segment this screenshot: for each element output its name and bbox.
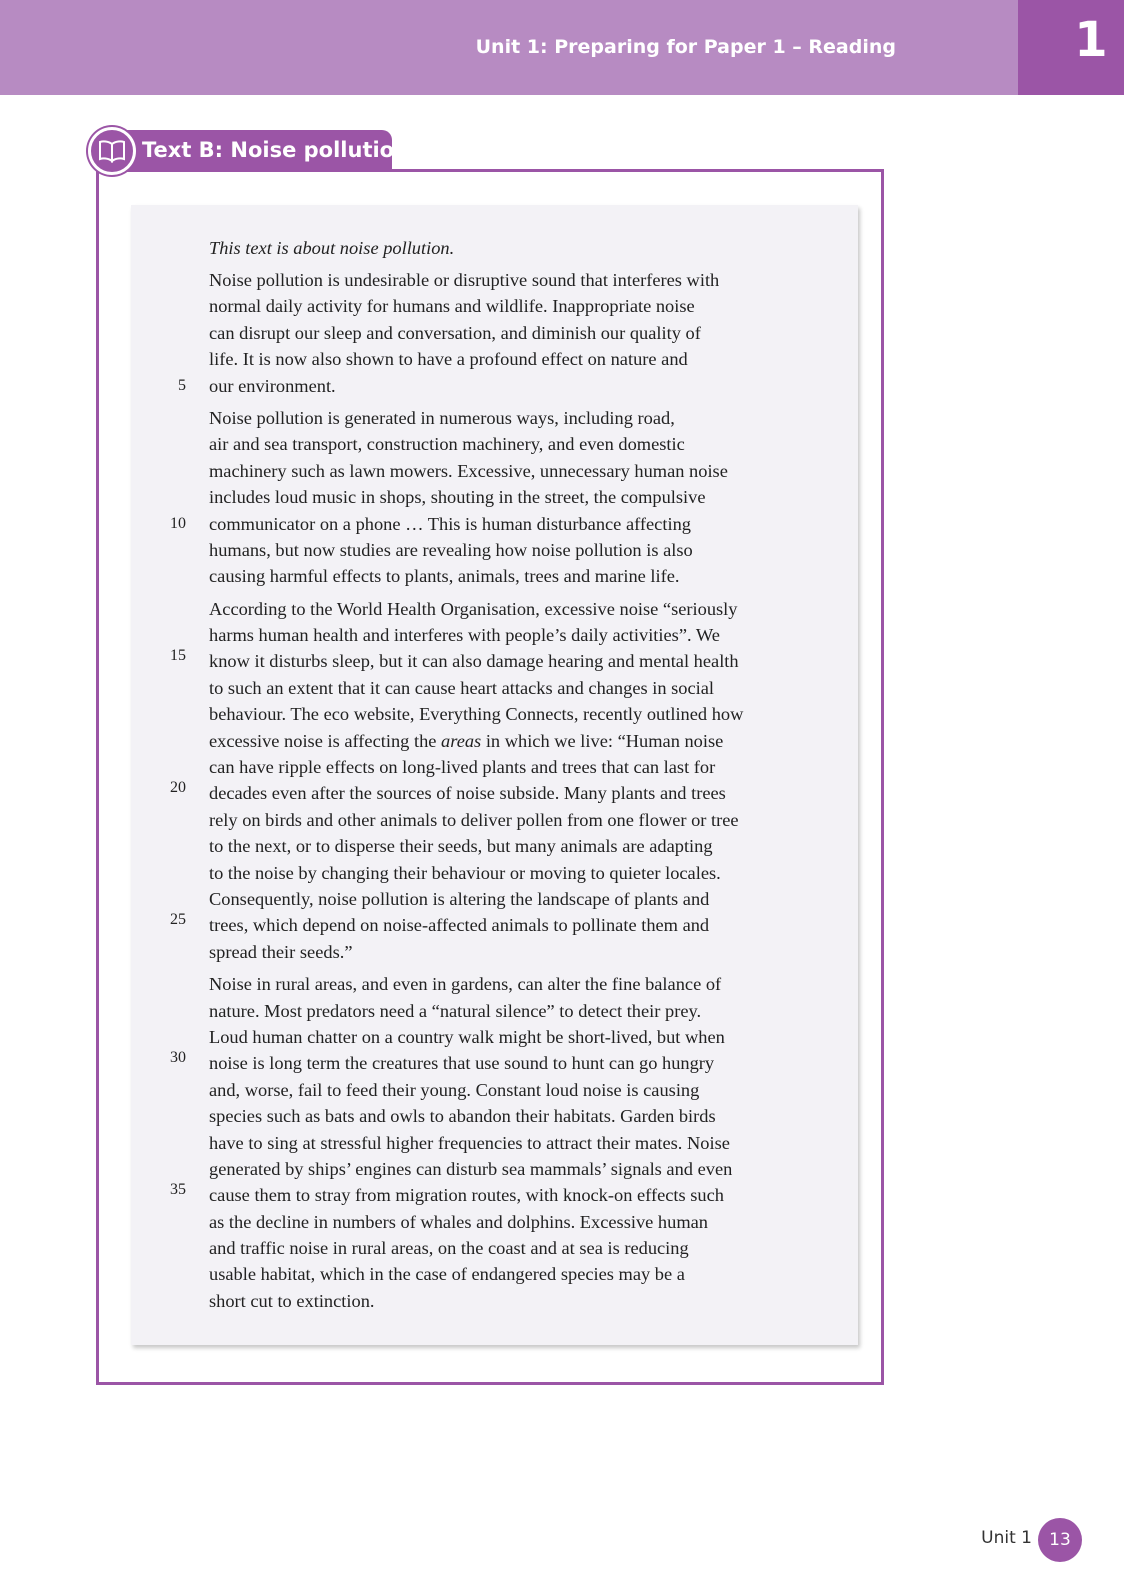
paragraph-3 — [209, 596, 829, 965]
text-line: our environment. — [209, 375, 336, 396]
text-line: Noise in rural areas, and even in gardens, can alter the fine balance of — [209, 974, 722, 995]
line-number: 15 — [170, 647, 186, 665]
paragraph-1 — [209, 267, 829, 399]
section-tab — [120, 130, 410, 170]
page-number: 13 — [1038, 1518, 1082, 1562]
open-book-icon — [88, 127, 136, 175]
line-number: 30 — [170, 1049, 186, 1067]
line-number: 35 — [170, 1181, 186, 1199]
running-header-title: Unit 1: Preparing for Paper 1 – Reading — [475, 36, 896, 58]
line-number: 20 — [170, 779, 186, 797]
text-line: excessive noise is affecting the areas in which we live: “Human noise — [209, 730, 724, 751]
text-line: know it disturbs sleep, but it can also damage hearing and mental health — [209, 651, 739, 672]
text-line: as the decline in numbers of whales and dolphins. Excessive human — [209, 1211, 708, 1232]
unit-number: 1 — [1074, 12, 1108, 68]
text-line: includes loud music in shops, shouting in the street, the compulsive — [209, 487, 706, 508]
text-line: can have ripple effects on long-lived plants and trees that can last for — [209, 757, 716, 778]
text-line: Loud human chatter on a country walk might be short-lived, but when — [209, 1026, 725, 1047]
text-line: noise is long term the creatures that use sound to hunt can go hungry — [209, 1053, 715, 1074]
text-line: spread their seeds.” — [209, 941, 353, 962]
text-line: behaviour. The eco website, Everything Connects, recently outlined how — [209, 704, 744, 725]
text-line: can disrupt our sleep and conversation, and diminish our quality of — [209, 322, 701, 343]
text-line: to the noise by changing their behaviour or moving to quieter locales. — [209, 862, 721, 883]
text-line: air and sea transport, construction machinery, and even domestic — [209, 434, 685, 455]
text-line: life. It is now also shown to have a profound effect on nature and — [209, 349, 688, 370]
text-line: Noise pollution is undesirable or disruptive sound that interferes with — [209, 270, 720, 290]
text-line: short cut to extinction. — [209, 1290, 375, 1311]
section-title: Text B: Noise pollution — [142, 138, 410, 162]
text-line: have to sing at stressful higher frequencies to attract their mates. Noise — [209, 1132, 730, 1153]
paragraph-4 — [209, 971, 829, 1314]
line-number: 10 — [170, 514, 186, 532]
paragraph-2 — [209, 405, 829, 590]
text-line: cause them to stray from migration routes, with knock-on effects such — [209, 1185, 724, 1206]
text-line: harms human health and interferes with people’s daily activities”. We — [209, 625, 720, 646]
text-line: usable habitat, which in the case of endangered species may be a — [209, 1264, 685, 1285]
text-line: to such an extent that it can cause heart attacks and changes in social — [209, 677, 715, 698]
header-band — [0, 0, 1018, 95]
article-text — [209, 235, 829, 1320]
text-line: Consequently, noise pollution is altering the landscape of plants and — [209, 888, 710, 909]
text-line: According to the World Health Organisation, excessive noise “seriously — [209, 598, 738, 619]
text-line: generated by ships’ engines can disturb sea mammals’ signals and even — [209, 1158, 733, 1179]
text-line: rely on birds and other animals to deliver pollen from one flower or tree — [209, 809, 739, 830]
unit-tab — [1018, 0, 1124, 95]
text-line: trees, which depend on noise-affected animals to pollinate them and — [209, 915, 710, 936]
line-number: 25 — [170, 911, 186, 929]
text-line: communicator on a phone … This is human disturbance affecting — [209, 513, 691, 534]
text-line: Noise pollution is generated in numerous ways, including road, — [209, 407, 675, 428]
text-line: normal daily activity for humans and wildlife. Inappropriate noise — [209, 296, 695, 317]
text-line: machinery such as lawn mowers. Excessive, unnecessary human noise — [209, 460, 728, 481]
text-line: causing harmful effects to plants, animals, trees and marine life. — [209, 566, 680, 587]
intro-line: This text is about noise pollution. — [209, 238, 455, 258]
text-line: and traffic noise in rural areas, on the coast and at sea is reducing — [209, 1238, 689, 1259]
text-line: nature. Most predators need a “natural silence” to detect their prey. — [209, 1000, 702, 1021]
line-number: 5 — [178, 376, 186, 394]
text-line: and, worse, fail to feed their young. Constant loud noise is causing — [209, 1079, 700, 1100]
text-line: humans, but now studies are revealing how noise pollution is also — [209, 539, 693, 560]
text-line: to the next, or to disperse their seeds, but many animals are adapting — [209, 836, 713, 857]
footer-unit-label: Unit 1 — [981, 1528, 1032, 1548]
text-line: species such as bats and owls to abandon their habitats. Garden birds — [209, 1106, 716, 1127]
text-line: decades even after the sources of noise subside. Many plants and trees — [209, 783, 726, 804]
